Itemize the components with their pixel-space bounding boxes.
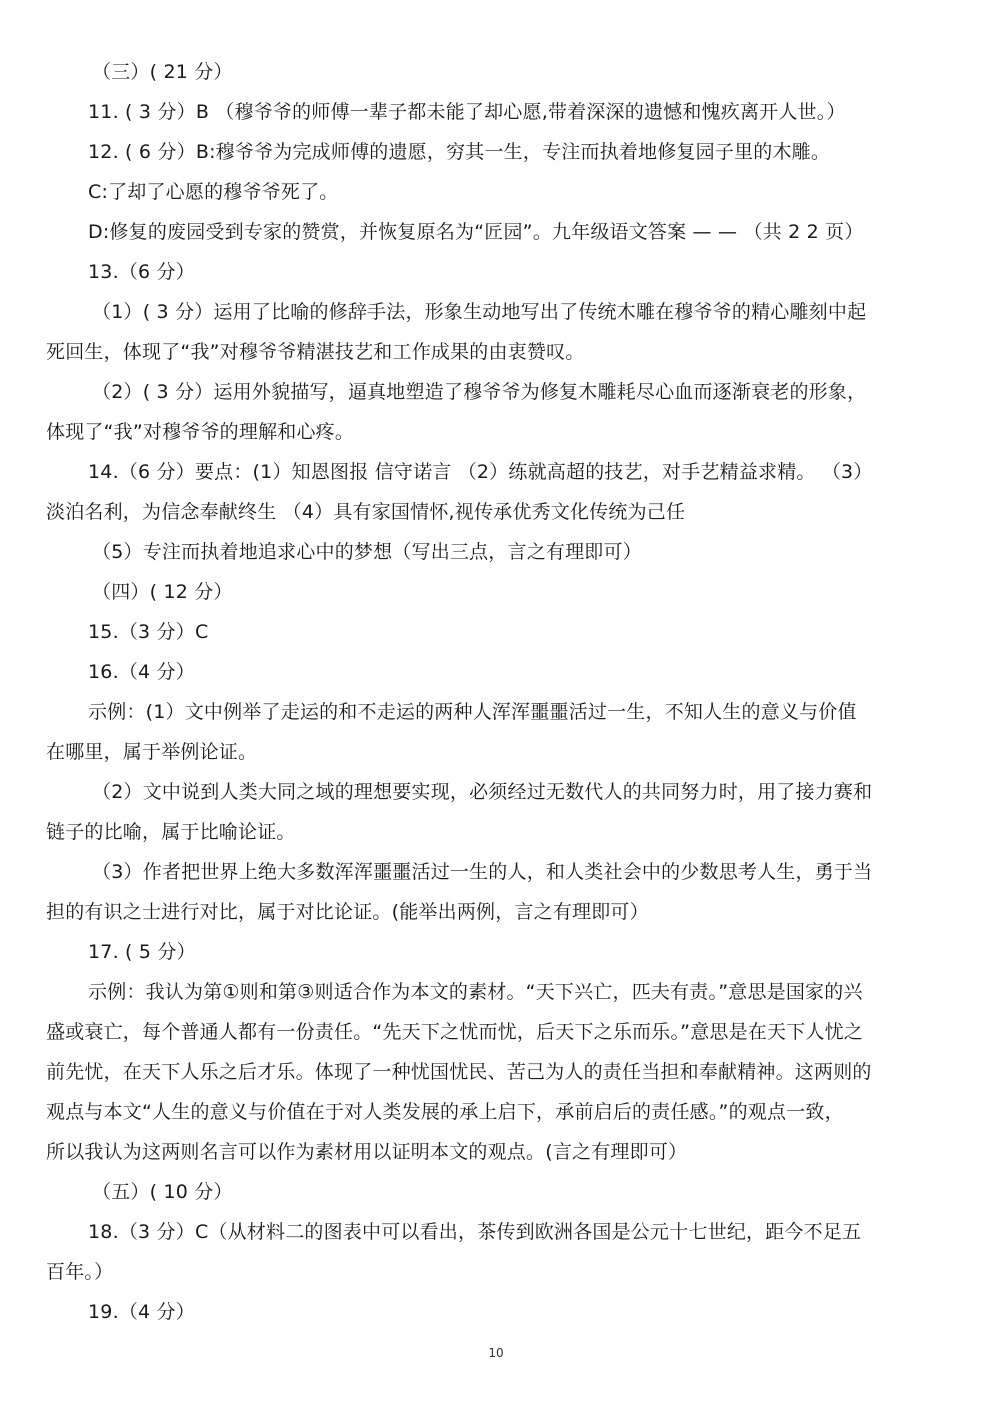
answer-17-cont-3: 观点与本文“人生的意义与价值在于对人类发展的承上启下，承前启后的责任感。”的观点一致， xyxy=(46,1101,844,1123)
answer-16: 16.（4 分） xyxy=(88,661,195,683)
answer-13-1: （1）( 3 分）运用了比喻的修辞手法，形象生动地写出了传统木雕在穆爷爷的精心雕刻中起 xyxy=(92,301,867,323)
section-heading-4: （四）( 12 分） xyxy=(92,581,233,603)
answer-14-cont: 淡泊名利，为信念奉献终生 （4）具有家国情怀,视传承优秀文化传统为己任 xyxy=(46,501,686,523)
page-number: 10 xyxy=(488,1346,504,1360)
answer-13-2: （2）( 3 分）运用外貌描写，逼真地塑造了穆爷爷为修复木雕耗尽心血而逐渐衰老的形象， xyxy=(92,381,867,403)
answer-16-2-cont: 链子的比喻，属于比喻论证。 xyxy=(46,821,296,843)
section-heading-3: （三）( 21 分） xyxy=(92,61,233,83)
answer-16-2: （2）文中说到人类大同之域的理想要实现，必须经过无数代人的共同努力时，用了接力赛和 xyxy=(92,781,873,803)
answer-18-cont: 百年。） xyxy=(46,1261,114,1283)
answer-14: 14.（6 分）要点：(1）知恩图报 信守诺言 （2）练就高超的技艺，对手艺精益求精。 （3） xyxy=(88,461,873,483)
answer-16-1: 示例：(1）文中例举了走运的和不走运的两种人浑浑噩噩活过一生，不知人生的意义与价值 xyxy=(88,701,857,723)
answer-12-d: D:修复的废园受到专家的赞赏，并恢复原名为“匠园”。九年级语文答案 — — （共 2 2 页） xyxy=(88,221,864,243)
answer-11: 11. ( 3 分）B （穆爷爷的师傅一辈子都未能了却心愿,带着深深的遗憾和愧疚离开人世。） xyxy=(88,101,846,123)
answer-17-cont-2: 前先忧，在天下人乐之后才乐。体现了一种忧国忧民、苦己为人的责任当担和奉献精神。这两则的 xyxy=(46,1061,872,1083)
answer-17-cont-4: 所以我认为这两则名言可以作为素材用以证明本文的观点。(言之有理即可） xyxy=(46,1141,688,1163)
answer-12-c: C:了却了心愿的穆爷爷死了。 xyxy=(88,181,339,203)
answer-17: 17. ( 5 分） xyxy=(88,941,196,963)
answer-18: 18.（3 分）C（从材料二的图表中可以看出，茶传到欧洲各国是公元十七世纪，距今不足五 xyxy=(88,1221,862,1243)
answer-13: 13.（6 分） xyxy=(88,261,195,283)
answer-14-5: （5）专注而执着地追求心中的梦想（写出三点，言之有理即可） xyxy=(92,541,642,563)
answer-17-cont-1: 盛或衰亡，每个普通人都有一份责任。“先天下之忧而忧，后天下之乐而乐。”意思是在天下人忧之 xyxy=(46,1021,863,1043)
section-heading-5: （五）( 10 分） xyxy=(92,1181,233,1203)
answer-13-2-cont: 体现了“我”对穆爷爷的理解和心疼。 xyxy=(46,421,355,443)
answer-12: 12. ( 6 分）B:穆爷爷为完成师傅的遗愿，穷其一生，专注而执着地修复园子里的木雕。 xyxy=(88,141,831,163)
answer-13-1-cont: 死回生，体现了“我”对穆爷爷精湛技艺和工作成果的由衷赞叹。 xyxy=(46,341,585,363)
answer-16-1-cont: 在哪里，属于举例论证。 xyxy=(46,741,258,763)
answer-16-3: （3）作者把世界上绝大多数浑浑噩噩活过一生的人，和人类社会中的少数思考人生，勇于当 xyxy=(92,861,873,883)
answer-17-example: 示例：我认为第①则和第③则适合作为本文的素材。“天下兴亡，匹夫有责。”意思是国家的兴 xyxy=(88,981,863,1003)
answer-19: 19.（4 分） xyxy=(88,1301,195,1323)
answer-15: 15.（3 分）C xyxy=(88,621,209,643)
answer-16-3-cont: 担的有识之士进行对比，属于对比论证。(能举出两例，言之有理即可） xyxy=(46,901,649,923)
